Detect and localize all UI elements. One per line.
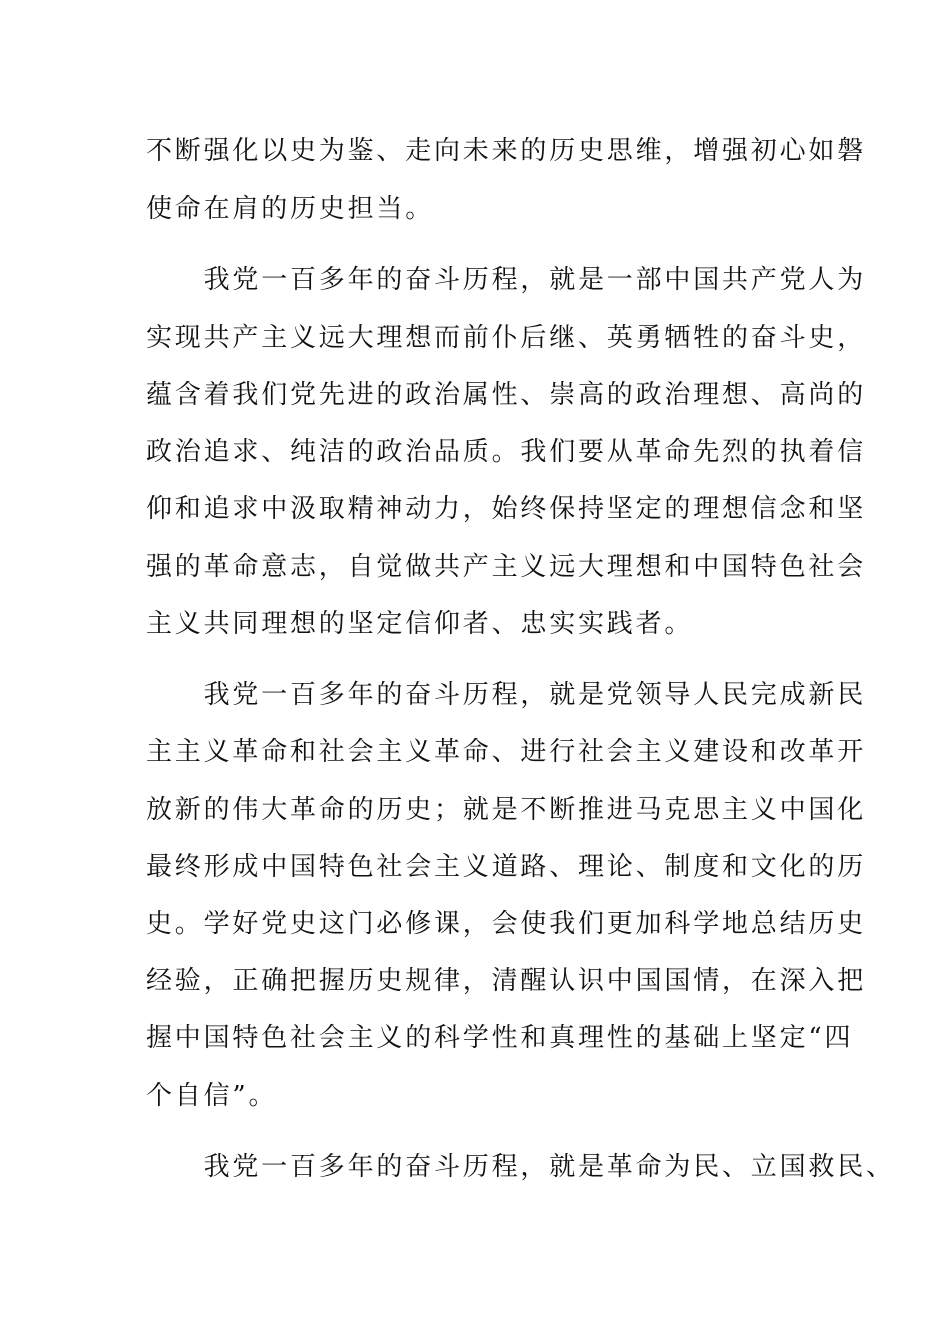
text-line: 经验，正确把握历史规律，清醒认识中国国情，在深入把 [146, 966, 867, 996]
text-line: 个自信”。 [146, 1081, 278, 1111]
text-line: 使命在肩的历史担当。 [146, 194, 435, 224]
text-line: 我党一百多年的奋斗历程，就是党领导人民完成新民 [146, 680, 867, 710]
text-line: 我党一百多年的奋斗历程，就是一部中国共产党人为 [146, 265, 867, 295]
text-line: 强的革命意志，自觉做共产主义远大理想和中国特色社会 [146, 552, 867, 582]
text-line: 蕴含着我们党先进的政治属性、崇高的政治理想、高尚的 [146, 380, 867, 410]
text-line: 实现共产主义远大理想而前仆后继、英勇牺牲的奋斗史， [146, 323, 867, 353]
text-line: 不断强化以史为鉴、走向未来的历史思维，增强初心如磐 [146, 136, 867, 166]
text-line: 握中国特色社会主义的科学性和真理性的基础上坚定“四 [146, 1023, 854, 1053]
text-line: 政治追求、纯洁的政治品质。我们要从革命先烈的执着信 [146, 437, 867, 467]
text-line: 主义共同理想的坚定信仰者、忠实实践者。 [146, 609, 694, 639]
text-line: 史。学好党史这门必修课，会使我们更加科学地总结历史 [146, 909, 867, 939]
text-line: 最终形成中国特色社会主义道路、理论、制度和文化的历 [146, 852, 867, 882]
text-line: 主主义革命和社会主义革命、进行社会主义建设和改革开 [146, 737, 867, 767]
text-line: 我党一百多年的奋斗历程，就是革命为民、立国救民、 [146, 1152, 895, 1182]
text-line: 仰和追求中汲取精神动力，始终保持坚定的理想信念和坚 [146, 494, 867, 524]
text-line: 放新的伟大革命的历史；就是不断推进马克思主义中国化 [146, 795, 867, 825]
